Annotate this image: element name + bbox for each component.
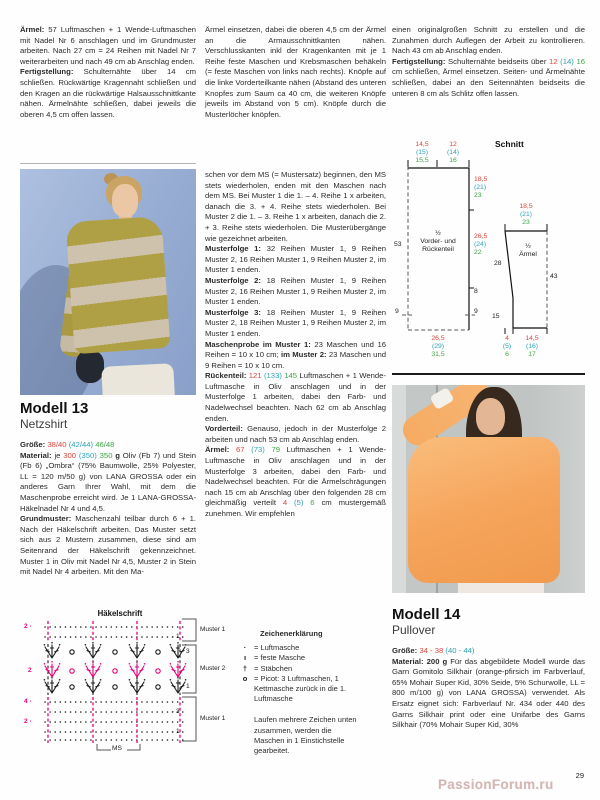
legend-item — [236, 653, 388, 663]
model13-groesse: Größe: 38/40 (42/44) 46/48 — [20, 440, 115, 449]
watermark: PassionForum.ru — [438, 777, 554, 792]
measure-9-right: 9 — [474, 308, 478, 315]
legend-text: = Luftmasche — [254, 643, 300, 653]
measure-sleeve-top: 18,5 (21) 23 — [519, 203, 533, 226]
haekelschrift-title: Häkelschrift — [97, 609, 143, 618]
model-photo-pullover — [392, 385, 585, 593]
row-number: · 1 — [172, 728, 180, 735]
legend-title: Zeichenerklärung — [260, 629, 323, 638]
model-face — [476, 398, 505, 435]
legend-item — [236, 643, 388, 653]
staebchen-symbol: † — [242, 663, 248, 673]
col2-top-text — [205, 25, 386, 120]
paragraph-aermel-einsetzen: Ärmel einsetzen, dabei die oberen 4,5 cm der Ärmel an die Armausschnittkanten nähen. Verschlusskanten inkl der Kragenkanten mit je 1 Reihe feste Maschen und Krebsmaschen behäkeln (= feste Maschen von links nach rechts). Knöpfe auf die linke Vorderteilkante nähen (Abstand des unteren Knopfes zum Saum ca 40 cm, die weiteren Knöpfe jeweils im Abstand von 5 cm). Knöpfe durch die Musterlöcher knöpfen. — [205, 25, 386, 119]
body-piece-label: ½ Vorder- und Rückenteil — [420, 230, 456, 253]
col2-main-text — [205, 170, 386, 520]
model13-title: Modell 13 — [20, 400, 89, 417]
paragraph-aermel: Ärmel: 57 Luftmaschen + 1 Wende-Luftmaschen mit Nadel Nr 6 anschlagen und im Grundmuster arbeiten. Nach 27 cm = 24 Reihen mit Nadel Nr 7 weiterarbeiten und nach 49 cm ab Anschlag enden. — [20, 25, 196, 66]
feste-masche-symbol: ı — [243, 653, 247, 663]
picot-symbol: o — [242, 673, 248, 683]
ms-label: MS — [112, 745, 122, 752]
row-number: 2 · — [24, 623, 32, 630]
col1-top-text — [20, 25, 196, 120]
paragraph-mustersatz: schen vor dem MS (= Mustersatz) beginnen, den MS stets wiederholen, enden mit den Maschen nach dem MS. Bei Muster 1 die 1. – 4. Reihe 1 x arbeiten, danach die 3. + 4. Reihe stets wiederholen. Bei Muster 2 die 1. – 3. Reihe 1 x arbeiten, danach die 2. + 3. Reihe stets wiederholen. Die Musterübergänge wie gezeichnet arbeiten. — [205, 170, 386, 243]
muster1-bracket-label: Muster 1 — [200, 715, 226, 722]
model-photo-netzshirt — [20, 169, 196, 395]
paragraph-fertigstellung: Fertigstellung: Schulternähte über 14 cm schließen. Rückwärtige Kragennaht schließen und den Kragen an die rückwärtige Halsausschnittkante nähen. Ärmelnähte schließen, dabei jeweils die oberen 4,5 cm offen lassen. — [20, 67, 196, 119]
muster1-bracket-label: Muster 1 — [200, 626, 226, 633]
legend-note: Laufen mehrere Zeichen unten zusammen, werden die Maschen in 1 Einstichstelle gearbeitet. — [254, 715, 357, 756]
striped-crochet-sweater — [66, 216, 171, 354]
measure-8: 8 — [474, 288, 478, 295]
orange-mohair-pullover — [408, 437, 560, 583]
paragraph-fertigstellung2: Fertigstellung: Schulternähte beidseits über 12 (14) 16 cm schließen, Ärmel einsetzen. Seiten- und Ärmelnähte schließen, dabei an den Seitennähten beidseits die unteren 8 cm als Schlitz offen lassen. — [392, 56, 586, 98]
legend-item — [236, 664, 388, 674]
measure-9-left: 9 — [395, 308, 399, 315]
paragraph-maschenprobe: Maschenprobe im Muster 1: 23 Maschen und 16 Reihen = 10 x 10 cm; im Muster 2: 23 Maschen und 9 Reihen = 10 x 10 cm. — [205, 339, 387, 370]
model14-subtitle: Pullover — [392, 623, 436, 637]
col3-top-text — [392, 25, 585, 99]
page-number: 29 — [575, 771, 584, 780]
model13-grundmuster: Grundmuster: Maschenzahl teilbar durch 6 + 1. Nach der Häkelschrift arbeiten. Das Muster setzt sich aus 2 Mustern zusammen, diese sind am Seitenrand der Häkelschrift gekennzeichnet. Muster 1 in Oliv mit Nadel Nr 4,5, Muster 2 in Stein mit Nadel Nr 4 arbeiten. Mit den Ma- — [20, 514, 197, 577]
model13-material: Material: je 300 (350) 350 g Oliv (Fb 7) und Stein (Fb 6) „Ombra“ (75% Baumwolle, 25% Polyester, LL = 120 m/50 g) von LANA GROSSA oder ein anderes Garn Ihrer Wahl, mit dem die Maschenprobe erreicht wird. Je 1 LANA-GROSSA-Häkelnadel Nr 4 und 4,5. — [20, 450, 196, 513]
zeichenerklaerung — [236, 629, 388, 756]
divider — [20, 163, 196, 164]
measure-top-right: 12 (14) 16 — [446, 141, 460, 164]
row-number: 4 · — [24, 698, 32, 705]
model13-subtitle: Netzshirt — [20, 417, 68, 431]
paragraph-musterfolge2: Musterfolge 2: 18 Reihen Muster 1, 9 Reihen Muster 2, 16 Reihen Muster 1, 9 Reihen Muster 2, im Muster 1 enden. — [205, 275, 386, 307]
measure-top-left: 14,5 (15) 15,5 — [415, 141, 429, 164]
measure-armhole: 26,5 (24) 22 — [474, 233, 488, 256]
paragraph-musterfolge1: Musterfolge 1: 32 Reihen Muster 1, 9 Reihen Muster 2, 16 Reihen Muster 1, 9 Reihen Muster 2, im Muster 1 enden. — [205, 244, 386, 275]
model-pants — [101, 363, 175, 395]
schnitt-diagram — [392, 138, 588, 370]
haekelschrift-chart — [18, 611, 240, 769]
row-number: · 3 — [172, 708, 180, 715]
row-number: 2 · — [24, 718, 32, 725]
paragraph-schnitt-hinweis: einen originalgroßen Schnitt zu erstellen und die Zunahmen durch Auflegen der Arbeit zu kontrollieren. Nach 43 cm ab Anschlag enden. — [392, 25, 585, 56]
model14-title: Modell 14 — [392, 606, 461, 623]
divider — [392, 373, 585, 375]
paragraph-aermel2: Ärmel: 67 (73) 79 Luftmaschen + 1 Wende-Luftmasche in Oliv anschlagen und in der Musterfolge 3 arbeiten, dabei den Farb- und Nadelwechsel beachten. Für die Ärmelschrägungen nach 15 cm ab Anschlag über den folgenden 28 cm gleichmäßig verteilt 4 (5) 6 cm mustergemäß zunehmen. Wir empfehlen — [205, 445, 387, 518]
muster2-bracket-label: Muster 2 — [200, 665, 226, 672]
model-face — [112, 184, 138, 217]
measure-sleeve-br: 14,5 (16) 17 — [525, 335, 539, 358]
paragraph-musterfolge3: Musterfolge 3: 18 Reihen Muster 1, 9 Reihen Muster 2, 18 Reihen Muster 1, 9 Reihen Muster 2, im Muster 1 enden. — [205, 307, 386, 338]
measure-28: 28 — [494, 260, 502, 267]
measure-shoulder: 18,5 (21) 23 — [474, 176, 488, 199]
row-number: 2 — [28, 667, 32, 674]
sleeve-piece-label: ½ Ärmel — [519, 243, 537, 258]
legend-text: = Picot: 3 Luftmaschen, 1 Kettmasche zurück in die 1. Luftmasche — [254, 673, 347, 704]
model14-groesse: Größe: 34 - 38 (40 - 44) — [392, 646, 475, 655]
haekelschrift-diagram — [18, 611, 240, 769]
measure-15: 15 — [492, 313, 500, 320]
measure-43: 43 — [550, 273, 558, 280]
legend-item — [236, 674, 388, 705]
row-number: · 1 — [172, 633, 180, 640]
legend-text: = Stäbchen — [254, 663, 293, 673]
paragraph-vorderteil: Vorderteil: Genauso, jedoch in der Musterfolge 2 arbeiten und nach 53 cm ab Anschlag enden. — [205, 424, 386, 444]
measure-53: 53 — [394, 241, 402, 248]
row-number: 1 — [186, 683, 190, 690]
model14-material: Material: 200 g Für das abgebildete Modell wurde das Garn Gomitolo Silkhair (orange-pfirsich im Farbverlauf, 65% Mohair Super Kid, 30% Seide, 5% Schurwolle, LL = 800 m/100 g) von LANA GROSSA) verwendet. Als Ersatz eignet sich: Farbverlauf Nr. 434 oder 440 des Garns Silkhair print oder eine Unifarbe des Garns Silkhair (70% Mohair Super Kid, 30% — [392, 656, 586, 730]
measure-sleeve-bl: 4 (5) 6 — [502, 335, 512, 358]
schnitt-title: Schnitt — [495, 139, 524, 149]
handbag — [76, 351, 104, 383]
row-number: 3 — [186, 648, 190, 655]
measure-bottom: 26,5 (29) 31,5 — [431, 335, 445, 358]
model13-section — [20, 400, 196, 578]
luftmasche-symbol: · — [243, 643, 247, 653]
paragraph-rueckenteil: Rückenteil: 121 (133) 145 Luftmaschen + 1 Wende-Luftmasche in Oliv anschlagen und in der Musterfolge 1 arbeiten, dabei den Farb- und Nadelwechsel beachten. Nach 62 cm ab Anschlag enden. — [205, 371, 386, 423]
legend-text: = feste Masche — [254, 653, 306, 663]
model14-section — [392, 606, 585, 731]
